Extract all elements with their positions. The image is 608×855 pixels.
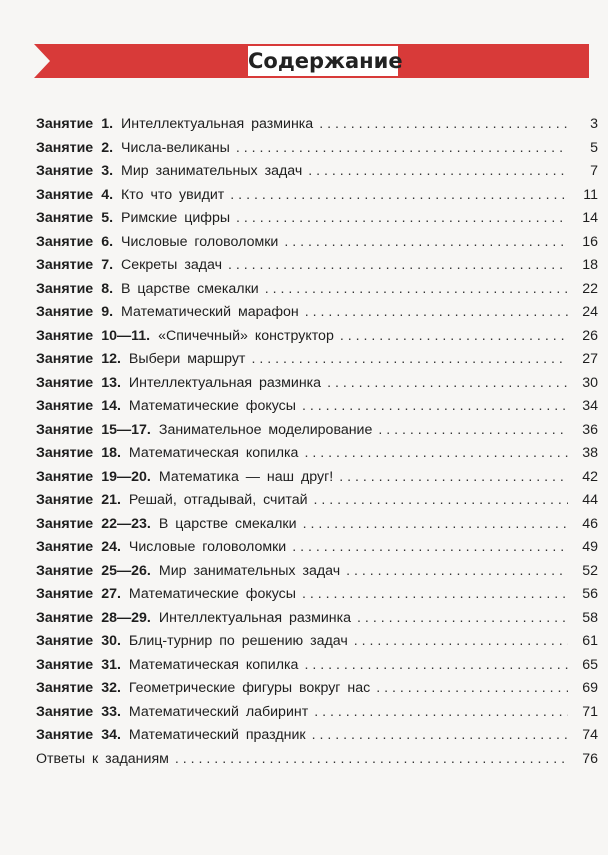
page-number: 42 [582, 468, 598, 485]
lesson-word: Занятие [36, 727, 94, 743]
page-number: 56 [582, 586, 598, 602]
lesson-title: Мир занимательных задач [121, 163, 303, 179]
dot-leader [236, 207, 568, 231]
lesson-word: Занятие [36, 468, 94, 485]
dot-leader [236, 137, 568, 161]
lesson-word: Занятие [36, 633, 94, 649]
lesson-word: Занятие [36, 304, 94, 320]
page-number: 49 [582, 539, 598, 555]
toc-entry [36, 301, 598, 325]
lesson-number: 10—11. [101, 327, 151, 344]
dot-leader [228, 254, 568, 278]
dot-leader [327, 372, 568, 396]
toc-entry [36, 395, 598, 419]
lesson-title: Числа-великаны [121, 139, 230, 156]
lesson-word: Занятие [36, 257, 94, 273]
page-number: 46 [582, 515, 598, 532]
lesson-title: Числовые головоломки [128, 539, 287, 555]
lesson-title: Математические фокусы [128, 398, 296, 414]
lesson-number: 8. [101, 280, 114, 297]
dot-leader [376, 677, 568, 701]
lesson-title: Числовые головоломки [121, 233, 279, 250]
toc-entry [36, 348, 598, 372]
lesson-number: 28—29. [101, 609, 151, 626]
toc-entry [36, 560, 598, 584]
lesson-title: «Спичечный» конструктор [158, 327, 334, 344]
lesson-title: Выбери маршрут [128, 351, 246, 367]
lesson-number: 15—17. [101, 421, 151, 438]
toc-entry [36, 607, 598, 631]
lesson-number: 12. [101, 351, 121, 367]
toc-entry [36, 113, 598, 137]
lesson-word: Занятие [36, 562, 94, 579]
page-number: 30 [582, 374, 598, 391]
lesson-title: В царстве смекалки [121, 280, 259, 297]
lesson-number: 2. [101, 139, 114, 156]
lesson-title: Секреты задач [121, 257, 222, 273]
toc-entry [36, 654, 598, 678]
lesson-title: Занимательное моделирование [158, 421, 373, 438]
page-number: 65 [582, 656, 598, 673]
page-number: 7 [590, 163, 598, 179]
page-number: 58 [582, 609, 598, 626]
toc-entry [36, 254, 598, 278]
toc-entry [36, 466, 598, 490]
lesson-word: Занятие [36, 210, 94, 226]
toc-entry [36, 160, 598, 184]
page-number: 3 [590, 116, 598, 132]
page-number: 16 [582, 233, 598, 250]
lesson-word: Занятие [36, 116, 94, 132]
lesson-word: Занятие [36, 680, 94, 696]
lesson-number: 32. [101, 680, 121, 696]
dot-leader [314, 489, 568, 513]
lesson-title: Римские цифры [121, 210, 231, 226]
toc-entry [36, 513, 598, 537]
toc-entry [36, 724, 598, 748]
lesson-title: Математический лабиринт [128, 703, 309, 720]
lesson-word: Занятие [36, 233, 94, 250]
lesson-number: 9. [101, 304, 114, 320]
lesson-word: Занятие [36, 515, 94, 532]
lesson-number: 14. [101, 398, 121, 414]
lesson-word: Занятие [36, 586, 94, 602]
table-of-contents [36, 113, 598, 771]
toc-entry [36, 442, 598, 466]
lesson-word: Занятие [36, 656, 94, 673]
lesson-word: Занятие [36, 539, 94, 555]
dot-leader [292, 536, 568, 560]
lesson-word: Занятие [36, 186, 94, 203]
dot-leader [284, 231, 568, 255]
lesson-number: 24. [101, 539, 121, 555]
dot-leader [305, 301, 568, 325]
toc-entry [36, 536, 598, 560]
lesson-title: Мир занимательных задач [158, 562, 341, 579]
page-number: 22 [582, 280, 598, 297]
answers-title: Ответы к заданиям [36, 750, 169, 767]
page-number: 38 [582, 445, 598, 461]
lesson-title: Математические фокусы [128, 586, 296, 602]
page-number: 69 [582, 680, 598, 696]
toc-entry [36, 583, 598, 607]
dot-leader [302, 583, 568, 607]
lesson-title: Кто что увидит [121, 186, 225, 203]
lesson-number: 21. [101, 492, 121, 508]
lesson-word: Занятие [36, 139, 94, 156]
dot-leader [339, 466, 568, 490]
dot-leader [346, 560, 568, 584]
dot-leader [175, 748, 568, 772]
toc-entry [36, 278, 598, 302]
lesson-title: Математический марафон [121, 304, 299, 320]
page-number: 27 [582, 351, 598, 367]
lesson-number: 34. [101, 727, 121, 743]
dot-leader [303, 513, 568, 537]
page-number: 24 [582, 304, 598, 320]
dot-leader [302, 395, 568, 419]
dot-leader [354, 630, 568, 654]
lesson-number: 30. [101, 633, 121, 649]
contents-banner [34, 44, 589, 78]
lesson-word: Занятие [36, 280, 94, 297]
page-title: Содержание [248, 46, 398, 76]
page-number: 61 [582, 633, 598, 649]
lesson-number: 19—20. [101, 468, 151, 485]
toc-entry [36, 231, 598, 255]
lesson-word: Занятие [36, 351, 94, 367]
toc-entry [36, 630, 598, 654]
dot-leader [304, 654, 568, 678]
lesson-number: 5. [101, 210, 114, 226]
lesson-number: 25—26. [101, 562, 151, 579]
lesson-word: Занятие [36, 492, 94, 508]
lesson-title: Интеллектуальная разминка [128, 374, 322, 391]
toc-entry [36, 419, 598, 443]
lesson-word: Занятие [36, 703, 94, 720]
lesson-title: Решай, отгадывай, считай [128, 492, 308, 508]
lesson-number: 13. [101, 374, 121, 391]
page-number: 44 [582, 492, 598, 508]
page-number: 14 [582, 210, 598, 226]
page-number: 34 [582, 398, 598, 414]
lesson-number: 1. [101, 116, 114, 132]
lesson-number: 27. [101, 586, 121, 602]
lesson-word: Занятие [36, 327, 94, 344]
toc-entry [36, 184, 598, 208]
lesson-word: Занятие [36, 421, 94, 438]
dot-leader [357, 607, 568, 631]
page-number: 26 [582, 327, 598, 344]
dot-leader [319, 113, 568, 137]
dot-leader [265, 278, 568, 302]
lesson-title: Математика — наш друг! [158, 468, 334, 485]
lesson-title: Математический праздник [128, 727, 306, 743]
page-number: 18 [582, 257, 598, 273]
lesson-number: 33. [101, 703, 121, 720]
lesson-word: Занятие [36, 163, 94, 179]
lesson-word: Занятие [36, 445, 94, 461]
toc-entry [36, 137, 598, 161]
toc-entry-answers [36, 748, 598, 772]
lesson-title: В царстве смекалки [158, 515, 297, 532]
dot-leader [304, 442, 568, 466]
toc-entry [36, 207, 598, 231]
lesson-number: 3. [101, 163, 114, 179]
lesson-number: 4. [101, 186, 114, 203]
toc-entry [36, 325, 598, 349]
toc-entry [36, 372, 598, 396]
lesson-number: 22—23. [101, 515, 151, 532]
lesson-word: Занятие [36, 609, 94, 626]
lesson-number: 31. [101, 656, 121, 673]
page-number: 76 [582, 750, 598, 767]
page-number: 52 [582, 562, 598, 579]
page-number: 71 [582, 703, 598, 720]
toc-entry [36, 489, 598, 513]
lesson-title: Математическая копилка [128, 445, 299, 461]
lesson-number: 18. [101, 445, 121, 461]
dot-leader [340, 325, 568, 349]
dot-leader [230, 184, 568, 208]
lesson-title: Интеллектуальная разминка [121, 116, 314, 132]
lesson-title: Геометрические фигуры вокруг нас [128, 680, 371, 696]
dot-leader [308, 160, 568, 184]
lesson-title: Интеллектуальная разминка [158, 609, 352, 626]
dot-leader [312, 724, 568, 748]
lesson-word: Занятие [36, 398, 94, 414]
page-number: 5 [590, 139, 598, 156]
lesson-title: Математическая копилка [128, 656, 299, 673]
lesson-number: 6. [101, 233, 114, 250]
dot-leader [251, 348, 568, 372]
page-number: 36 [582, 421, 598, 438]
lesson-word: Занятие [36, 374, 94, 391]
lesson-title: Блиц-турнир по решению задач [128, 633, 348, 649]
page-number: 74 [582, 727, 598, 743]
dot-leader [314, 701, 568, 725]
page-number: 11 [583, 186, 598, 203]
lesson-number: 7. [101, 257, 114, 273]
toc-entry [36, 677, 598, 701]
toc-entry [36, 701, 598, 725]
dot-leader [378, 419, 568, 443]
